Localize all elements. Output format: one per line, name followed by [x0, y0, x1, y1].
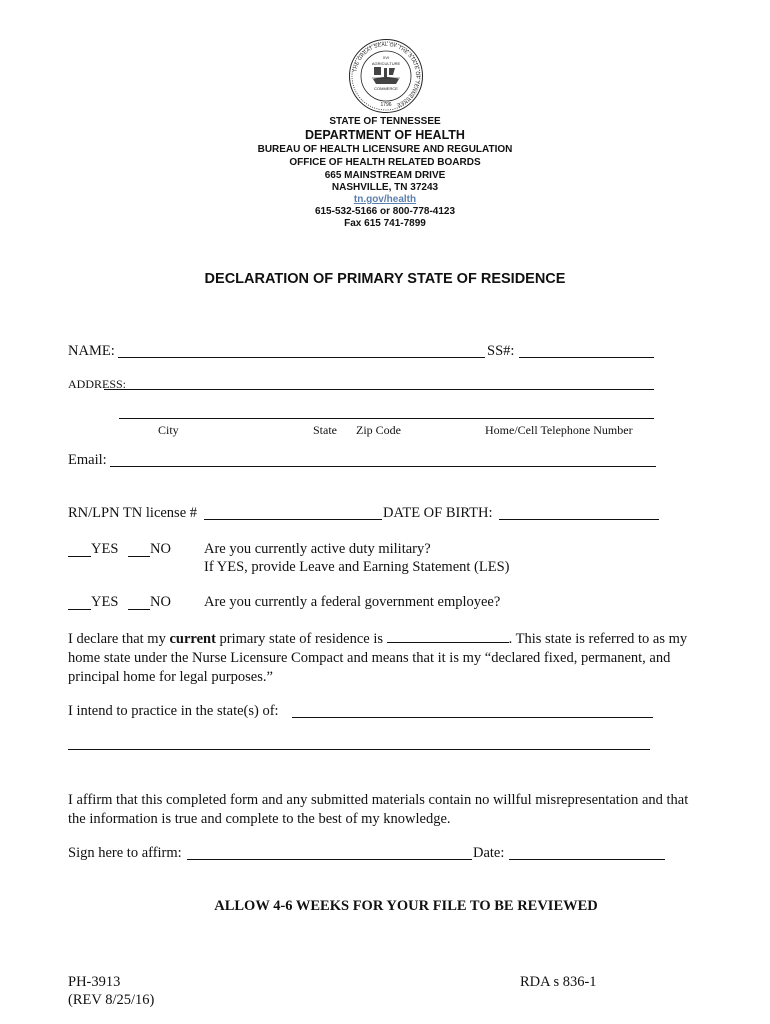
q2-no-blank[interactable]: [128, 609, 150, 610]
q2-no-label: NO: [150, 594, 171, 610]
declaration-paragraph: [68, 629, 708, 687]
q2-yes-blank[interactable]: [68, 609, 91, 610]
name-field[interactable]: [118, 357, 485, 358]
name-label: NAME:: [68, 343, 115, 359]
q1-yes-label: YES: [91, 541, 119, 557]
declare-pre: I declare that my: [68, 631, 170, 647]
practice-states-line-2[interactable]: [68, 749, 650, 750]
header-fax: Fax 615 741-7899: [344, 218, 426, 229]
state-seal: [348, 38, 424, 114]
declare-bold: current: [169, 631, 216, 647]
header-bureau: BUREAU OF HEALTH LICENSURE AND REGULATION: [257, 144, 513, 155]
email-field[interactable]: [110, 466, 656, 467]
affirmation-text: I affirm that this completed form and any submitted materials contain no willful misrepresentation and that the information is true and complete to the best of my knowledge.: [68, 792, 689, 827]
form-title: DECLARATION OF PRIMARY STATE OF RESIDENCE: [204, 271, 566, 287]
declare-post: . This state is referred to as my home state under the Nurse Licensure Compact and means that it is my “declared fixed, permanent, and principal home for legal purposes.”: [68, 631, 688, 685]
ss-field[interactable]: [519, 357, 654, 358]
header-department: DEPARTMENT OF HEALTH: [305, 128, 465, 142]
license-field[interactable]: [204, 519, 382, 520]
q2-yes-label: YES: [91, 594, 119, 610]
practice-label: I intend to practice in the state(s) of:: [68, 703, 279, 719]
license-label: RN/LPN TN license #: [68, 505, 198, 521]
seal-year: 1796: [380, 102, 392, 108]
header-phone: 615-532-5166 or 800-778-4123: [314, 206, 456, 217]
phone-label: Home/Cell Telephone Number: [485, 423, 633, 437]
form-revision: (REV 8/25/16): [68, 992, 155, 1008]
ss-label: SS#:: [487, 343, 515, 359]
declare-mid: primary state of residence is: [215, 631, 387, 647]
q1-yes-blank[interactable]: [68, 556, 91, 557]
q1-subtext: If YES, provide Leave and Earning Statement (LES): [204, 559, 510, 575]
header-office: OFFICE OF HEALTH RELATED BOARDS: [289, 157, 481, 168]
seal-ring-text: THE GREAT SEAL OF THE STATE OF TENNESSEE: [352, 41, 421, 108]
date-field[interactable]: [509, 859, 665, 860]
address-label: ADDRESS:: [68, 377, 127, 391]
q1-question: Are you currently active duty military?: [204, 541, 431, 557]
address-line-2[interactable]: [119, 418, 654, 419]
residence-state-field[interactable]: [387, 629, 509, 643]
signature-field[interactable]: [187, 859, 472, 860]
header-address-city: NASHVILLE, TN 37243: [331, 182, 439, 193]
dob-label: DATE OF BIRTH:: [383, 505, 493, 521]
header-state: STATE OF TENNESSEE: [329, 116, 441, 127]
sign-label: Sign here to affirm:: [68, 845, 182, 861]
dob-field[interactable]: [499, 519, 659, 520]
address-field[interactable]: [104, 389, 654, 390]
q2-question: Are you currently a federal government employee?: [204, 594, 501, 610]
zip-label: Zip Code: [356, 423, 401, 437]
form-number: PH-3913: [68, 974, 121, 990]
q1-no-blank[interactable]: [128, 556, 150, 557]
review-notice: ALLOW 4-6 WEEKS FOR YOUR FILE TO BE REVIEWED: [214, 898, 598, 914]
q1-no-label: NO: [150, 541, 171, 557]
city-label: City: [158, 423, 179, 437]
seal-agriculture: AGRICULTURE: [371, 61, 401, 66]
rda-code: RDA s 836-1: [520, 974, 597, 990]
seal-roman: XVI: [382, 55, 390, 60]
email-label: Email:: [68, 452, 107, 468]
header-address-street: 665 MAINSTREAM DRIVE: [324, 170, 446, 181]
state-label: State: [313, 423, 337, 437]
seal-icon: [348, 38, 424, 114]
seal-commerce: COMMERCE: [374, 86, 398, 91]
practice-states-field[interactable]: [292, 717, 653, 718]
date-label: Date:: [473, 845, 505, 861]
website-link[interactable]: tn.gov/health: [353, 194, 417, 205]
